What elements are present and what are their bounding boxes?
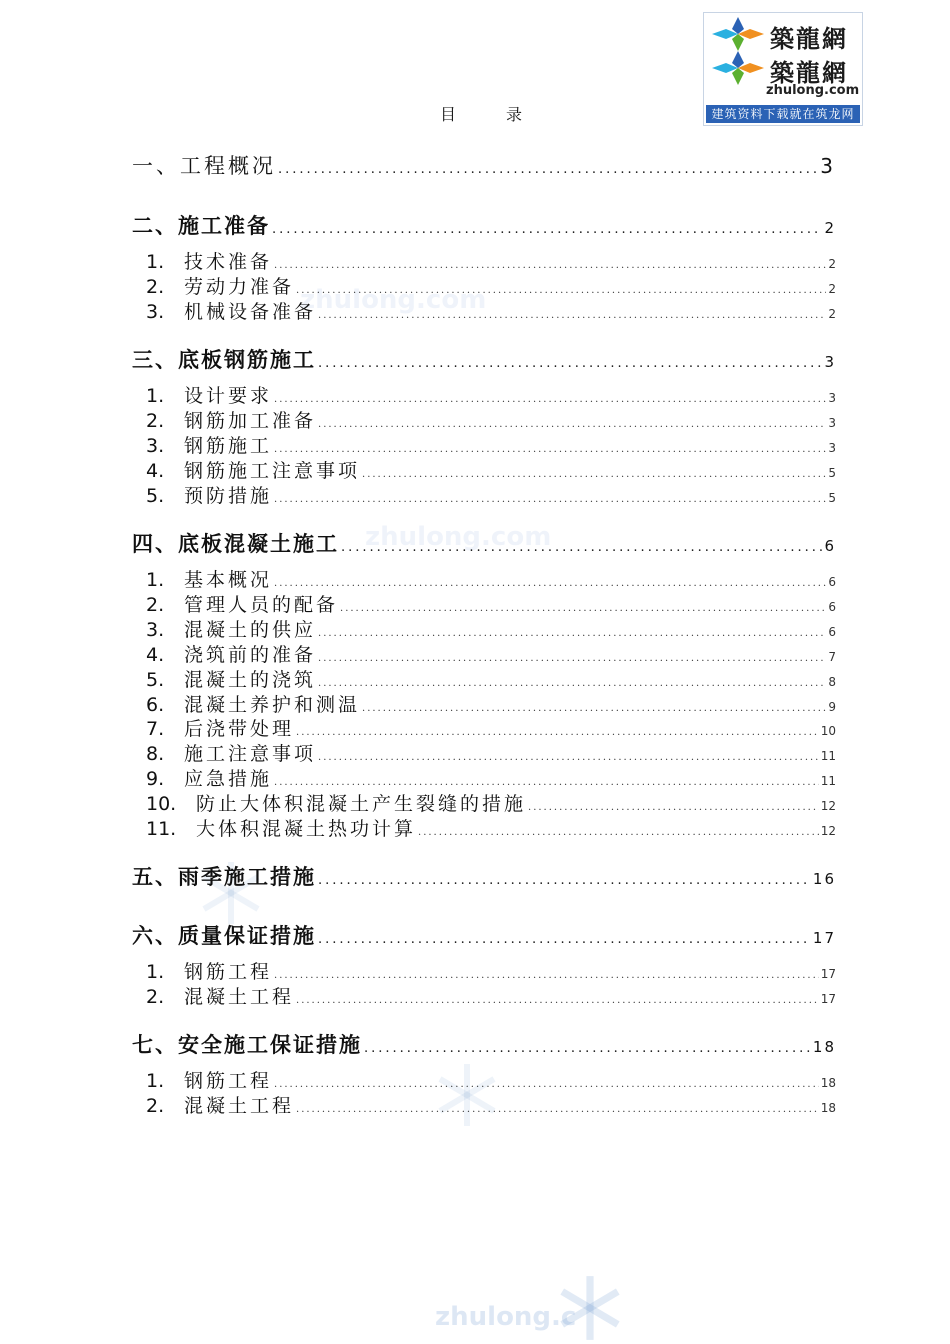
toc-entry-label bbox=[146, 1091, 294, 1118]
toc-page-number: 18 bbox=[820, 1101, 836, 1115]
toc-subsection-entry[interactable] bbox=[146, 456, 836, 483]
toc-entry-text: 钢筋施工注意事项 bbox=[184, 460, 361, 482]
toc-entry-text: 钢筋施工 bbox=[184, 435, 273, 457]
toc-entry-label bbox=[146, 764, 272, 791]
toc-entry-label bbox=[146, 297, 316, 324]
toc-entry-number: 2. bbox=[146, 276, 165, 298]
toc-subsection-entry[interactable] bbox=[146, 297, 836, 324]
toc-section-entry[interactable] bbox=[132, 1029, 836, 1059]
toc-leader-dots bbox=[318, 752, 819, 763]
toc-leader-dots bbox=[274, 578, 826, 589]
toc-entry-number: 1. bbox=[146, 1070, 165, 1092]
toc-section-entry[interactable] bbox=[132, 920, 836, 950]
toc-leader-dots bbox=[341, 540, 822, 555]
toc-leader-dots bbox=[318, 653, 826, 664]
toc-page-number: 12 bbox=[820, 824, 836, 838]
toc-entry-label bbox=[146, 381, 272, 408]
toc-subsection-entry[interactable] bbox=[146, 481, 836, 508]
toc-page-number: 2 bbox=[828, 282, 836, 296]
toc-subsection-entry[interactable] bbox=[146, 789, 836, 816]
toc-page-number: 3 bbox=[820, 154, 836, 178]
toc-entry-number: 9. bbox=[146, 768, 165, 790]
toc-entry-label: 二、施工准备 bbox=[132, 213, 270, 238]
logo-star-icon bbox=[710, 17, 766, 51]
toc-leader-dots bbox=[274, 394, 826, 405]
toc-leader-dots bbox=[362, 469, 826, 480]
toc-entry-text: 基本概况 bbox=[184, 569, 273, 591]
toc-entry-label: 七、安全施工保证措施 bbox=[132, 1032, 362, 1057]
toc-page-number: 17 bbox=[820, 967, 836, 981]
toc-entry-text: 混凝土工程 bbox=[184, 986, 295, 1008]
toc-page-number: 8 bbox=[828, 675, 836, 689]
toc-leader-dots bbox=[340, 603, 826, 614]
toc-subsection-entry[interactable] bbox=[146, 272, 836, 299]
toc-page-number: 6 bbox=[828, 625, 836, 639]
toc-leader-dots bbox=[318, 628, 826, 639]
toc-entry-number: 8. bbox=[146, 743, 165, 765]
toc-entry-label: 五、雨季施工措施 bbox=[132, 864, 316, 889]
toc-leader-dots bbox=[272, 222, 822, 237]
toc-entry-label: 六、质量保证措施 bbox=[132, 923, 316, 948]
toc-page-number: 3 bbox=[828, 441, 836, 455]
toc-entry-number: 10. bbox=[146, 793, 177, 815]
toc-leader-dots bbox=[296, 285, 826, 296]
toc-entry-text: 混凝土的浇筑 bbox=[184, 669, 317, 691]
toc-entry-text: 后浇带处理 bbox=[184, 718, 295, 740]
toc-entry-number: 3. bbox=[146, 619, 165, 641]
toc-page-number: 3 bbox=[828, 391, 836, 405]
toc-entry-text: 混凝土工程 bbox=[184, 1095, 295, 1117]
toc-section-entry[interactable] bbox=[132, 210, 836, 240]
toc-entry-number: 2. bbox=[146, 1095, 165, 1117]
toc-entry-label bbox=[146, 982, 294, 1009]
toc-leader-dots bbox=[296, 727, 819, 738]
toc-page-number: 9 bbox=[828, 700, 836, 714]
toc-section-entry[interactable] bbox=[132, 861, 836, 891]
logo-site: zhulong.com bbox=[766, 83, 860, 98]
toc-page-number: 17 bbox=[812, 929, 836, 947]
toc-subsection-entry[interactable] bbox=[146, 764, 836, 791]
logo-star-icon bbox=[710, 51, 766, 85]
toc-entry-number: 4. bbox=[146, 460, 165, 482]
toc-entry-label bbox=[146, 739, 316, 766]
toc-entry-label bbox=[146, 690, 360, 717]
toc-entry-label bbox=[146, 640, 316, 667]
toc-entry-label bbox=[146, 456, 360, 483]
toc-subsection-entry[interactable] bbox=[146, 406, 836, 433]
toc-entry-number: 2. bbox=[146, 986, 165, 1008]
toc-entry-number: 3. bbox=[146, 435, 165, 457]
toc-leader-dots bbox=[528, 802, 819, 813]
toc-leader-dots bbox=[274, 494, 826, 505]
toc-page-number: 3 bbox=[824, 353, 836, 371]
logo-name-cn: 築龍網 bbox=[770, 59, 848, 87]
toc-page-number: 10 bbox=[820, 724, 836, 738]
toc-entry-number: 4. bbox=[146, 644, 165, 666]
toc-leader-dots bbox=[318, 356, 822, 371]
toc-subsection-entry[interactable] bbox=[146, 640, 836, 667]
toc-subsection-entry[interactable] bbox=[146, 590, 836, 617]
toc-page-number: 18 bbox=[820, 1076, 836, 1090]
toc-leader-dots bbox=[318, 678, 826, 689]
toc-page-number: 2 bbox=[828, 257, 836, 271]
toc-entry-text: 预防措施 bbox=[184, 485, 273, 507]
logo-name-cn: 築龍網 bbox=[770, 25, 848, 53]
toc-page-number: 3 bbox=[828, 416, 836, 430]
toc-entry-label bbox=[146, 406, 316, 433]
toc-leader-dots bbox=[274, 777, 819, 788]
toc-section-entry[interactable] bbox=[132, 150, 836, 180]
toc-leader-dots bbox=[274, 1079, 819, 1090]
toc-entry-text: 机械设备准备 bbox=[184, 301, 317, 323]
toc-page-number: 2 bbox=[824, 219, 836, 237]
toc-entry-label bbox=[146, 615, 316, 642]
toc-section-entry[interactable] bbox=[132, 528, 836, 558]
toc-leader-dots bbox=[318, 310, 826, 321]
toc-entry-number: 5. bbox=[146, 485, 165, 507]
toc-leader-dots bbox=[362, 703, 826, 714]
toc-entry-text: 钢筋工程 bbox=[184, 1070, 273, 1092]
toc-subsection-entry[interactable] bbox=[146, 565, 836, 592]
toc-subsection-entry[interactable] bbox=[146, 615, 836, 642]
toc-subsection-entry[interactable] bbox=[146, 814, 836, 841]
toc-page-number: 12 bbox=[820, 799, 836, 813]
watermark-text-2: zhulong.com bbox=[365, 522, 552, 552]
logo-row-2 bbox=[708, 49, 858, 85]
toc-entry-label bbox=[146, 665, 316, 692]
toc-entry-text: 劳动力准备 bbox=[184, 276, 295, 298]
toc-leader-dots bbox=[418, 827, 819, 838]
toc-page-number: 11 bbox=[820, 749, 836, 763]
watermark-text-3: zhulong.c bbox=[435, 1302, 577, 1332]
toc-page-number: 5 bbox=[828, 491, 836, 505]
toc-entry-text: 钢筋加工准备 bbox=[184, 410, 317, 432]
toc-leader-dots bbox=[274, 444, 826, 455]
toc-subsection-entry[interactable] bbox=[146, 982, 836, 1009]
toc-subsection-entry[interactable] bbox=[146, 739, 836, 766]
logo-row-1 bbox=[708, 15, 858, 51]
toc-entry-number: 3. bbox=[146, 301, 165, 323]
toc-entry-label bbox=[146, 272, 294, 299]
toc-entry-label bbox=[146, 714, 294, 741]
toc-subsection-entry[interactable] bbox=[146, 665, 836, 692]
toc-entry-label: 三、底板钢筋施工 bbox=[132, 347, 316, 372]
toc-leader-dots bbox=[278, 162, 818, 177]
toc-entry-number: 2. bbox=[146, 410, 165, 432]
toc-title: 目录 bbox=[440, 105, 573, 124]
toc-leader-dots bbox=[318, 873, 811, 888]
toc-page-number: 17 bbox=[820, 992, 836, 1006]
watermark-text-1: zhulong.com bbox=[300, 285, 487, 315]
toc-entry-text: 防止大体积混凝土产生裂缝的措施 bbox=[196, 793, 527, 815]
toc-entry-number: 1. bbox=[146, 961, 165, 983]
toc-subsection-entry[interactable] bbox=[146, 714, 836, 741]
toc-entry-text: 技术准备 bbox=[184, 251, 273, 273]
toc-leader-dots bbox=[318, 419, 826, 430]
toc-page-number: 7 bbox=[828, 650, 836, 664]
toc-entry-label bbox=[146, 814, 416, 841]
toc-entry-label: 四、底板混凝土施工 bbox=[132, 531, 339, 556]
toc-entry-label bbox=[146, 565, 272, 592]
toc-subsection-entry[interactable] bbox=[146, 381, 836, 408]
toc-page-number: 6 bbox=[828, 575, 836, 589]
toc-entry-label bbox=[146, 247, 272, 274]
toc-leader-dots bbox=[364, 1041, 811, 1056]
toc-leader-dots bbox=[296, 995, 819, 1006]
toc-leader-dots bbox=[296, 1104, 819, 1115]
toc-entry-label bbox=[146, 431, 272, 458]
toc-entry-text: 混凝土养护和测温 bbox=[184, 694, 361, 716]
toc-page-number: 18 bbox=[812, 1038, 836, 1056]
toc-subsection-entry[interactable] bbox=[146, 1091, 836, 1118]
toc-entry-number: 11. bbox=[146, 818, 177, 840]
toc-subsection-entry[interactable] bbox=[146, 957, 836, 984]
toc-leader-dots bbox=[274, 970, 819, 981]
toc-entry-text: 浇筑前的准备 bbox=[184, 644, 317, 666]
toc-entry-number: 1. bbox=[146, 385, 165, 407]
toc-entry-number: 7. bbox=[146, 718, 165, 740]
toc-page-number: 6 bbox=[824, 537, 836, 555]
snowflake-watermark-icon bbox=[554, 1272, 626, 1344]
toc-entry-label bbox=[146, 1066, 272, 1093]
toc-entry-text: 应急措施 bbox=[184, 768, 273, 790]
toc-subsection-entry[interactable] bbox=[146, 247, 836, 274]
toc-leader-dots bbox=[274, 260, 826, 271]
toc-entry-text: 设计要求 bbox=[184, 385, 273, 407]
toc-entry-label: 一、工程概况 bbox=[132, 154, 276, 178]
toc-page-number: 11 bbox=[820, 774, 836, 788]
toc-page-number: 6 bbox=[828, 600, 836, 614]
toc-entry-number: 1. bbox=[146, 569, 165, 591]
toc-entry-text: 管理人员的配备 bbox=[184, 594, 339, 616]
toc-entry-number: 5. bbox=[146, 669, 165, 691]
toc-entry-text: 钢筋工程 bbox=[184, 961, 273, 983]
toc-section-entry[interactable] bbox=[132, 344, 836, 374]
toc-page-number: 16 bbox=[812, 870, 836, 888]
toc-entry-label bbox=[146, 957, 272, 984]
toc-entry-text: 施工注意事项 bbox=[184, 743, 317, 765]
toc-entry-text: 大体积混凝土热功计算 bbox=[196, 818, 417, 840]
toc-page-number: 5 bbox=[828, 466, 836, 480]
toc-entry-number: 1. bbox=[146, 251, 165, 273]
zhulong-logo bbox=[703, 12, 863, 126]
toc-subsection-entry[interactable] bbox=[146, 431, 836, 458]
toc-subsection-entry[interactable] bbox=[146, 1066, 836, 1093]
toc-entry-number: 2. bbox=[146, 594, 165, 616]
toc-subsection-entry[interactable] bbox=[146, 690, 836, 717]
toc-entry-label bbox=[146, 590, 338, 617]
toc-entry-label bbox=[146, 481, 272, 508]
toc-entry-number: 6. bbox=[146, 694, 165, 716]
toc-entry-text: 混凝土的供应 bbox=[184, 619, 317, 641]
toc-leader-dots bbox=[318, 932, 811, 947]
toc-entry-label bbox=[146, 789, 526, 816]
logo-slogan: 建筑资料下载就在筑龙网 bbox=[706, 105, 860, 123]
toc-page-number: 2 bbox=[828, 307, 836, 321]
